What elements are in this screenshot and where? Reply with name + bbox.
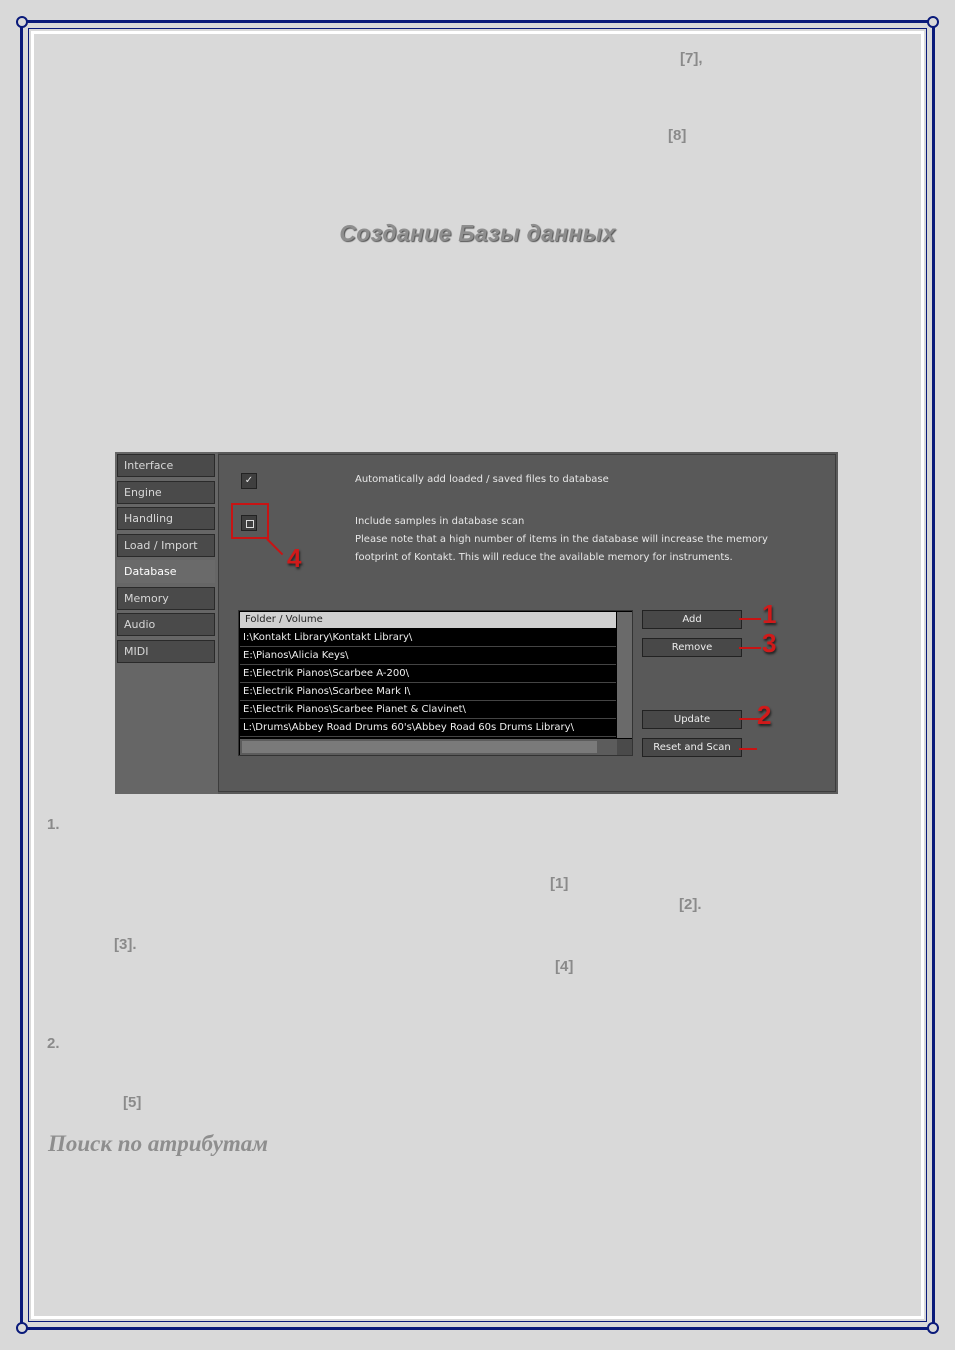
reference-1: [1] — [550, 875, 569, 892]
annotation-label-1: 1 — [762, 599, 777, 629]
list-item[interactable]: E:\Electrik Pianos\Scarbee Pianet & Clavinet\ — [240, 701, 616, 719]
annotation-pointer-4 — [266, 538, 283, 555]
reference-4: [4] — [555, 958, 574, 975]
auto-add-checkbox[interactable]: ✓ — [241, 473, 257, 489]
list-item[interactable]: E:\Electrik Pianos\Scarbee Mark I\ — [240, 683, 616, 701]
reference-5: [5] — [123, 1094, 142, 1111]
annotation-label-4: 4 — [287, 543, 302, 573]
reference-7: [7], — [680, 50, 703, 67]
heading-attribute-search: Поиск по атрибутам — [48, 1131, 269, 1156]
reset-and-scan-button[interactable]: Reset and Scan — [642, 738, 742, 757]
list-item[interactable]: L:\Drums\Abbey Road Drums 60's\Abbey Road 60s Drums Library\ — [240, 719, 616, 737]
update-button[interactable]: Update — [642, 710, 742, 729]
list-item[interactable]: I:\Kontakt Library\Kontakt Library\ — [240, 629, 616, 647]
corner-ornament — [927, 1322, 939, 1334]
corner-ornament — [16, 16, 28, 28]
reference-3: [3]. — [114, 936, 137, 953]
kontakt-options-dialog — [115, 452, 838, 794]
add-button[interactable]: Add — [642, 610, 742, 629]
memory-note-line1: Please note that a high number of items in the database will increase the memory — [355, 534, 768, 545]
annotation-pointer-1 — [739, 618, 761, 620]
list-item[interactable]: E:\Pianos\Alicia Keys\ — [240, 647, 616, 665]
annotation-pointer-3 — [739, 647, 761, 649]
corner-ornament — [927, 16, 939, 28]
list-number-2: 2. — [47, 1035, 60, 1052]
horizontal-scroll-thumb[interactable] — [242, 741, 597, 753]
sidebar-item-engine[interactable]: Engine — [117, 481, 215, 504]
annotation-pointer-reset — [739, 748, 757, 750]
memory-note-line2: footprint of Kontakt. This will reduce the available memory for instruments. — [355, 552, 733, 563]
options-sidebar — [115, 452, 218, 794]
list-item[interactable]: E:\Electrik Pianos\Scarbee A-200\ — [240, 665, 616, 683]
sidebar-item-midi[interactable]: MIDI — [117, 640, 215, 663]
horizontal-scrollbar[interactable] — [240, 739, 617, 755]
annotation-label-3: 3 — [762, 628, 777, 658]
reference-8: [8] — [668, 127, 687, 144]
remove-button[interactable]: Remove — [642, 638, 742, 657]
folder-list[interactable] — [238, 610, 633, 756]
sidebar-item-memory[interactable]: Memory — [117, 587, 215, 610]
list-number-1: 1. — [47, 816, 60, 833]
database-options-panel — [218, 454, 836, 792]
auto-add-label: Automatically add loaded / saved files to database — [355, 474, 609, 485]
heading-database-creation: Создание Базы данных — [339, 220, 616, 246]
sidebar-item-database[interactable]: Database — [117, 560, 215, 583]
sidebar-item-handling[interactable]: Handling — [117, 507, 215, 530]
reference-2: [2]. — [679, 896, 702, 913]
include-samples-label: Include samples in database scan — [355, 516, 525, 527]
vertical-scrollbar[interactable] — [617, 612, 632, 738]
annotation-box-4 — [231, 503, 269, 539]
sidebar-item-load-import[interactable]: Load / Import — [117, 534, 215, 557]
sidebar-item-audio[interactable]: Audio — [117, 613, 215, 636]
annotation-label-2: 2 — [757, 700, 772, 730]
corner-ornament — [16, 1322, 28, 1334]
scroll-corner — [617, 739, 632, 755]
folder-list-header[interactable]: Folder / Volume — [240, 612, 616, 628]
sidebar-item-interface[interactable]: Interface — [117, 454, 215, 477]
